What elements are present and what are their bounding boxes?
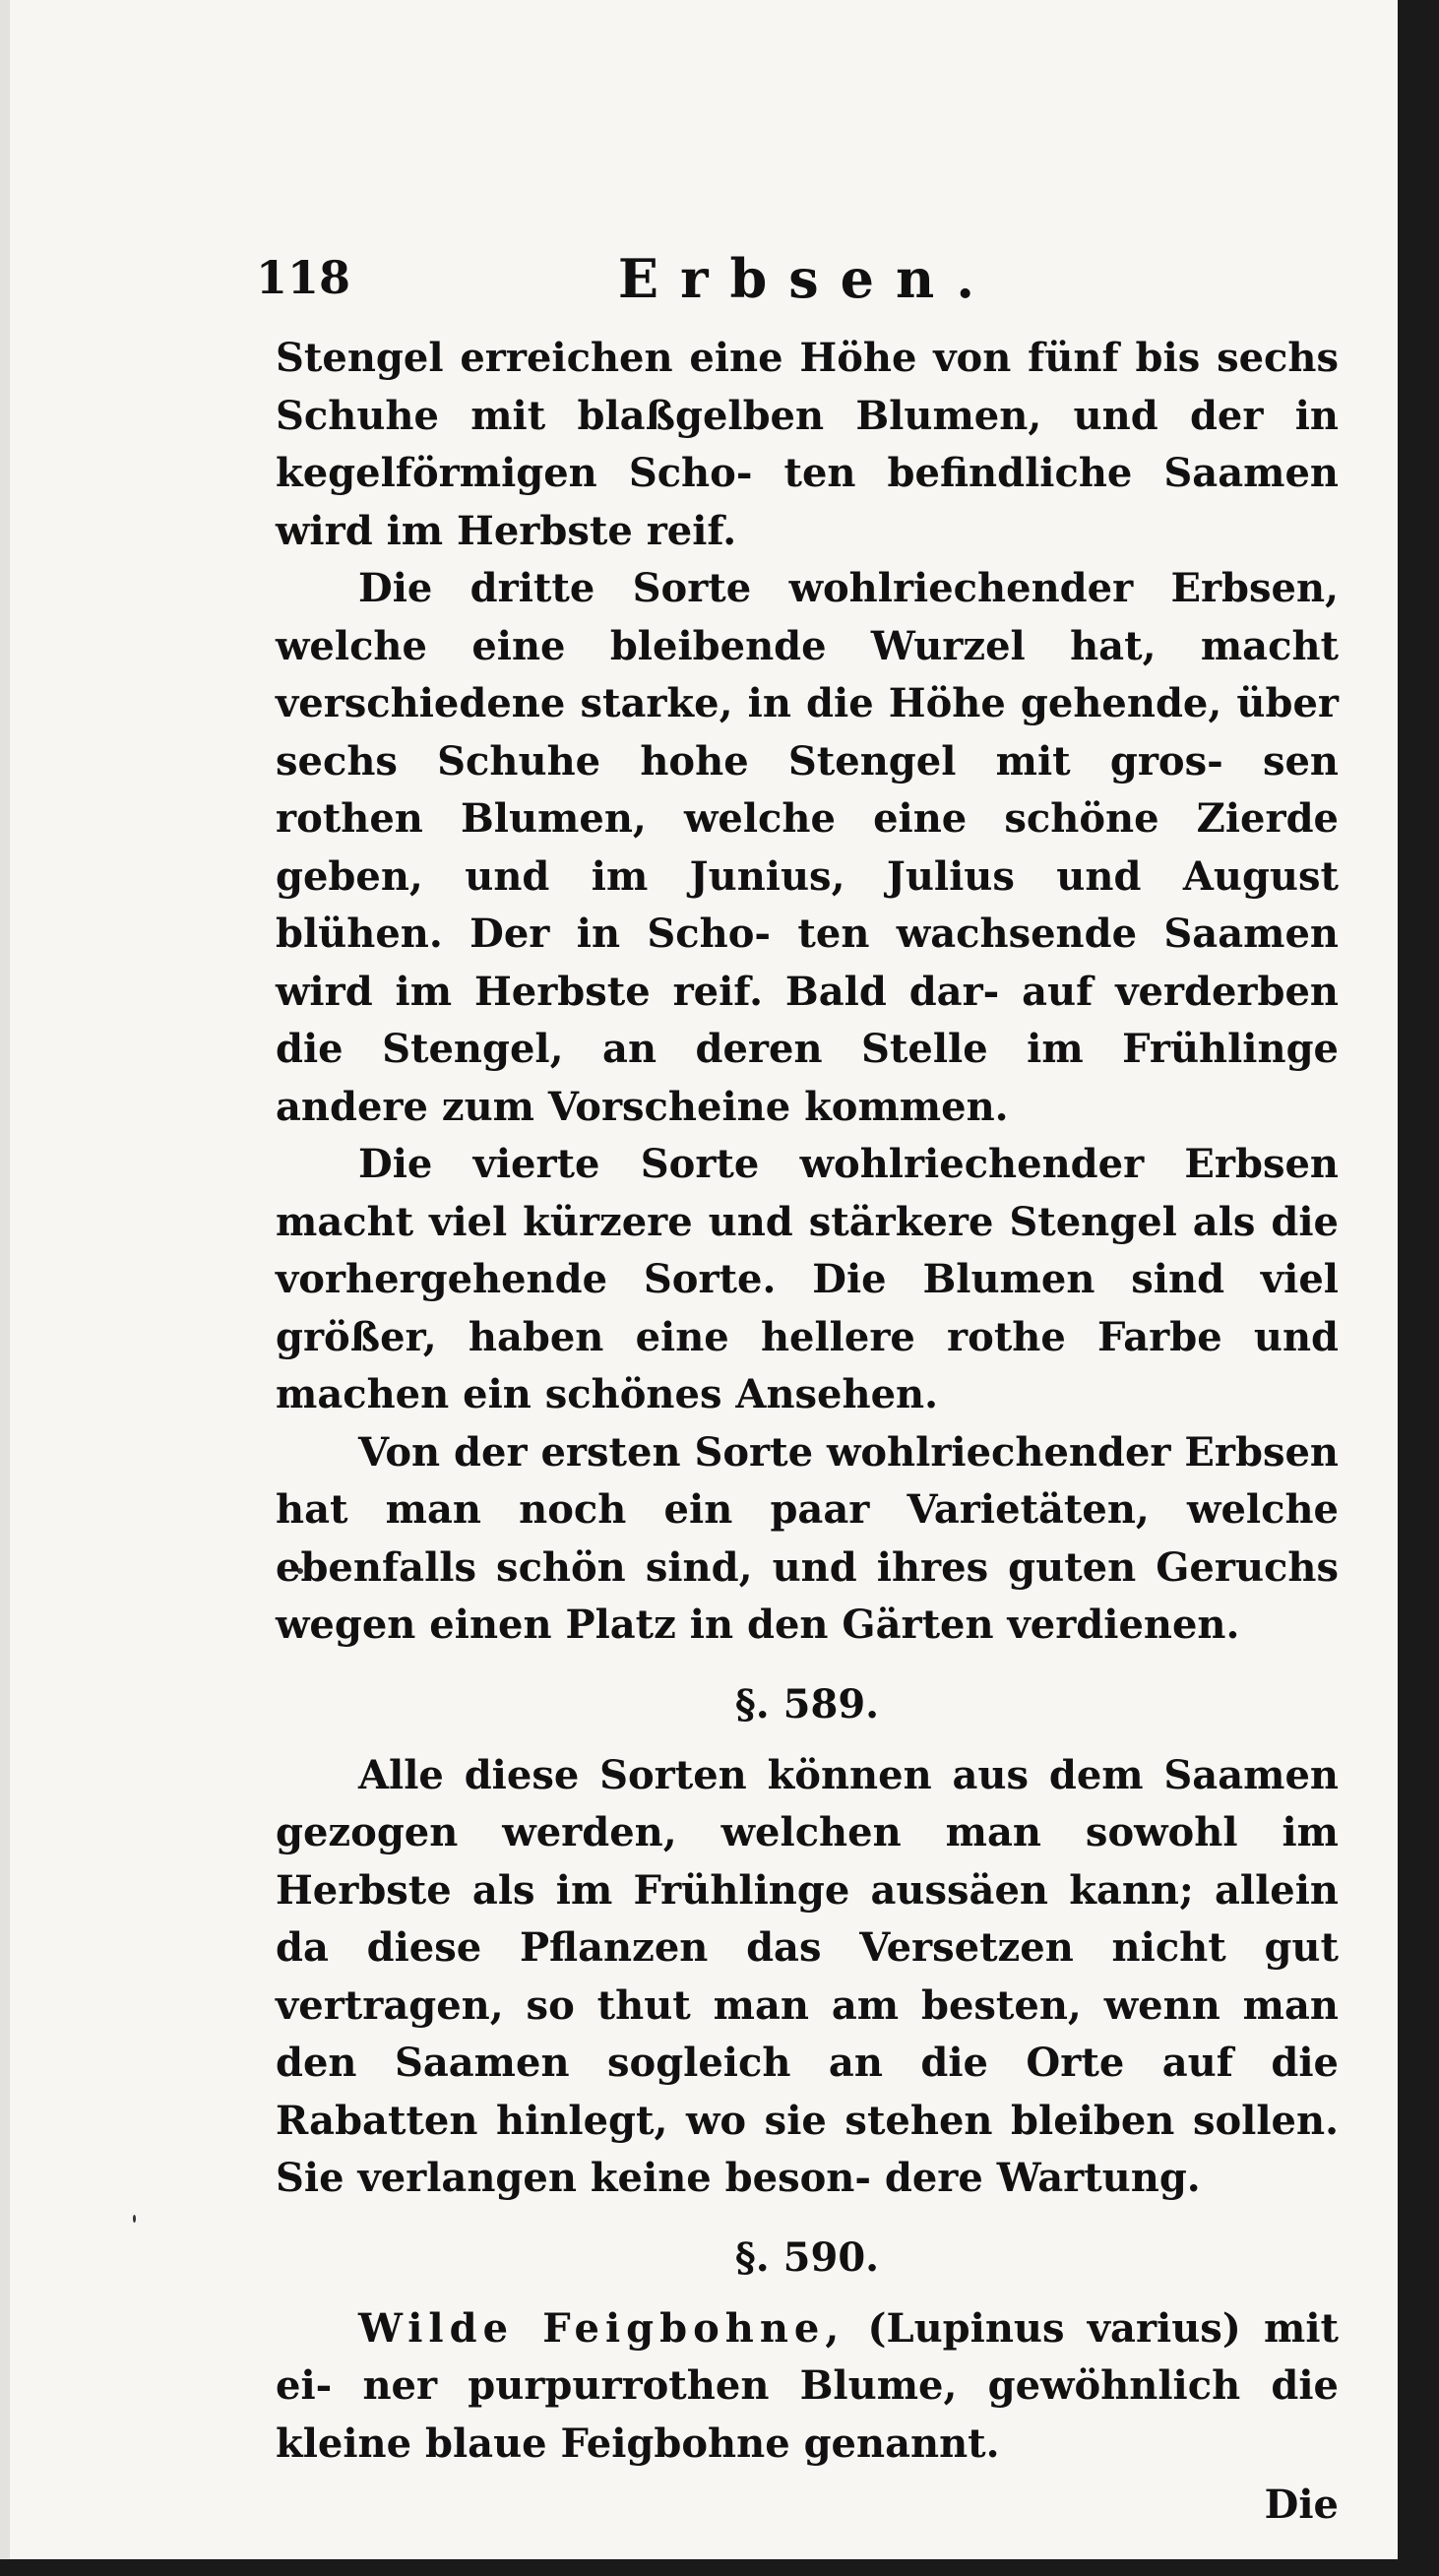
catchword: Die — [1264, 2482, 1339, 2528]
paragraph-6 — [276, 2300, 1339, 2474]
running-head — [256, 247, 1339, 330]
paragraph-6-text: (Lupinus varius) mit ei- ner purpurrothen Blume, gewöhnlich die kleine blaue Feigbohne genannt. — [276, 2304, 1339, 2467]
paragraph-5: Alle diese Sorten können aus dem Saamen gezogen werden, welchen man sowohl im Herbste als im Frühlinge aussäen kann; allein da diese Pflanzen das Versetzen nicht gut vertragen, so thut man am besten, wenn man den Saamen sogleich an die Orte auf die Rabatten hinlegt, wo sie stehen bleiben sollen. Sie verlangen keine beson- dere Wartung. — [276, 1751, 1339, 2201]
paragraph-1: Stengel erreichen eine Höhe von fünf bis sechs Schuhe mit blaßgelben Blumen, und der in kegelförmigen Scho- ten befindliche Saamen wird im Herbste reif. — [276, 335, 1339, 554]
section-heading-589: §. 589. — [734, 1680, 880, 1728]
species-name: Wilde Feigbohne, — [358, 2304, 845, 2352]
page-number: 118 — [256, 251, 351, 304]
running-title: Erbsen. — [617, 247, 997, 310]
page-left-shadow — [0, 0, 10, 2576]
section-heading-590: §. 590. — [734, 2233, 880, 2281]
paragraph-4: Von der ersten Sorte wohlriechender Erbsen hat man noch ein paar Varietäten, welche ebenfalls schön sind, und ihres guten Geruchs wegen einen Platz in den Gärten verdienen. — [276, 1428, 1340, 1648]
page-text-block — [256, 247, 1340, 2534]
paragraph-3: Die vierte Sorte wohlriechender Erbsen macht viel kürzere und stärkere Stengel als die vorhergehende Sorte. Die Blumen sind viel größer, haben eine hellere rothe Farbe und machen ein schönes Ansehen. — [276, 1141, 1339, 1417]
scan-bottom-border — [0, 2559, 1439, 2576]
ink-speck — [133, 2215, 136, 2223]
paragraph-2: Die dritte Sorte wohlriechender Erbsen, welche eine bleibende Wurzel hat, macht verschiedene starke, in die Höhe gehende, über sechs Schuhe hohe Stengel mit gros- sen rothen Blumen, welche eine schöne Zierde geben, und im Junius, Julius und August blühen. Der in Scho- ten wachsende Saamen wird im Herbste reif. Bald dar- auf verderben die Stengel, an deren Stelle im Frühlinge andere zum Vorscheine kommen. — [276, 565, 1339, 1130]
scan-right-border — [1398, 0, 1439, 2576]
